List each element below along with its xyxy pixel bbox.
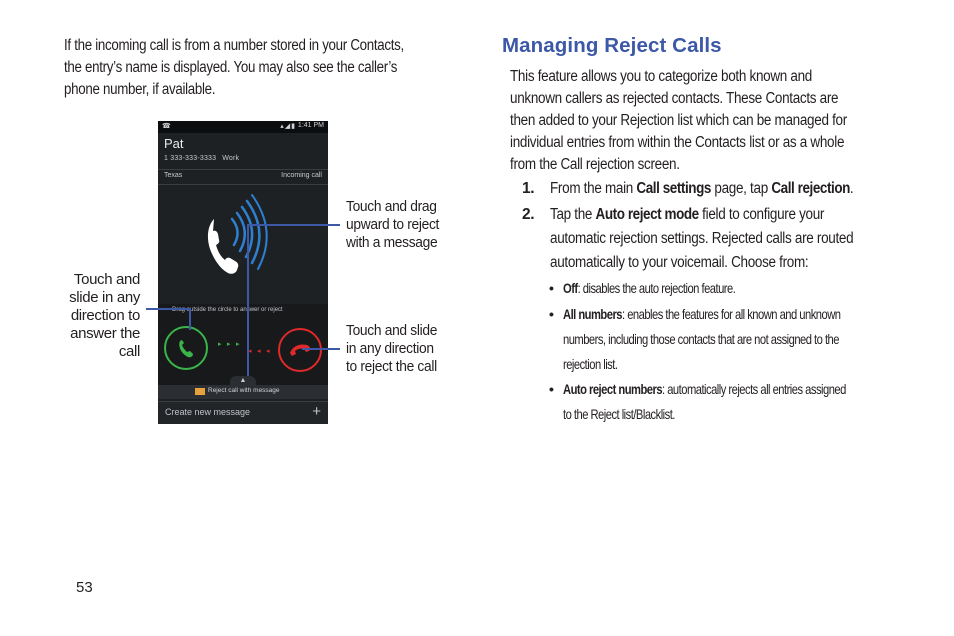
intro-line: the entry’s name is displayed. You may also see the caller’s [64,59,398,76]
bullet-text: : enables the features for all known and unknown [622,306,841,322]
step-text: field to configure your [698,206,825,223]
caller-number: 1 333-333-3333 [164,155,217,162]
intro-line: phone number, if available. [64,81,216,98]
svg-text:◂: ◂ [266,347,270,355]
callout-answer-line: call [118,343,140,360]
reject-message-tab[interactable]: ▲ [230,376,256,385]
svg-text:▸: ▸ [218,340,222,348]
callout-drag-line: upward to reject [346,216,440,233]
svg-text:▸: ▸ [236,340,240,348]
callout-answer-line: direction to [70,307,140,324]
bullet-line: to the Reject list/Blacklist. [563,406,675,422]
step-bold: Auto reject mode [595,206,699,223]
paragraph-line: This feature allows you to categorize both known and [510,68,813,85]
signal-icon: ▴◢▮ [280,123,296,130]
callout-answer-line: answer the [70,325,140,342]
section-title: Managing Reject Calls [502,34,722,57]
callout-drag-line: Touch and drag [346,198,437,215]
step-2-line: automatic rejection settings. Rejected calls are routed [550,230,854,247]
phone-status-icon: ☎ [162,123,171,130]
plus-icon[interactable]: + [312,403,321,420]
step-number: 1. [522,180,535,197]
bullet-bold: Off [563,280,578,296]
bullet-bold: Auto reject numbers [563,381,663,397]
reject-with-message-text: Reject call with message [208,387,280,394]
bullet-line: rejection list. [563,356,618,372]
step-text: From the main [550,180,637,197]
step-text: Tap the [550,206,596,223]
caller-location: Texas [164,172,183,179]
bullet-line: numbers, including those contacts that are not assigned to the [563,331,839,347]
create-new-message-label: Create new message [165,407,251,417]
paragraph-line: unknown callers as rejected contacts. These Contacts are [510,90,839,107]
svg-text:◂: ◂ [257,347,261,355]
bullet-all-numbers [549,302,910,377]
bullet-text: : automatically rejects all entries assigned [662,381,846,397]
caller-number-type: Work [222,155,240,162]
step-2-text [550,203,899,275]
step-text: page, tap [710,180,772,197]
bullet-dot: • [549,280,554,296]
bullet-bold: All numbers [563,306,623,322]
step-text: . [849,180,854,197]
drag-hint-text: Drag outside the circle to answer or reject [172,307,283,313]
answer-callout-line [146,309,190,330]
caller-name: Pat [164,136,184,151]
drag-callout-line [248,225,340,376]
callout-answer [54,271,140,361]
paragraph-line: from the Call rejection screen. [510,156,680,173]
bullet-off [549,276,778,301]
incoming-call-status: Incoming call [281,172,322,179]
callout-slide-reject [346,322,445,376]
svg-text:◂: ◂ [248,347,252,355]
bullet-dot: • [549,306,554,322]
callout-drag-line: with a message [346,234,438,251]
step-number: 2. [522,206,535,223]
paragraph-line: then added to your Rejection list which can be managed for [510,112,847,129]
step-2 [522,203,942,277]
callout-reject-line: Touch and slide [346,322,438,339]
bullet-line [563,276,735,301]
bullet-auto-reject [549,377,917,427]
callout-reject-line: in any direction [346,340,434,357]
paragraph-line: individual entries from within the Contacts list or as a whole [510,134,845,151]
step-bold: Call rejection [771,180,850,197]
status-time: 1:41 PM [297,122,324,129]
step-2-line: automatically to your voicemail. Choose from: [550,254,809,271]
bullet-line [563,302,841,327]
intro-line: If the incoming call is from a number stored in your Contacts, [64,37,404,54]
step-1-text [550,177,853,201]
callout-answer-line: slide in any [69,289,140,306]
callout-drag [346,198,447,252]
bullet-text: : disables the auto rejection feature. [577,280,736,296]
bullet-dot: • [549,381,554,397]
section-paragraph [510,66,930,176]
step-2-line [550,203,853,227]
page-number: 53 [76,579,93,596]
step-bold: Call settings [636,180,711,197]
svg-text:▸: ▸ [227,340,231,348]
callout-answer-line: Touch and [73,271,140,288]
bullet-line [563,377,846,402]
callout-reject-line: to reject the call [346,358,437,375]
